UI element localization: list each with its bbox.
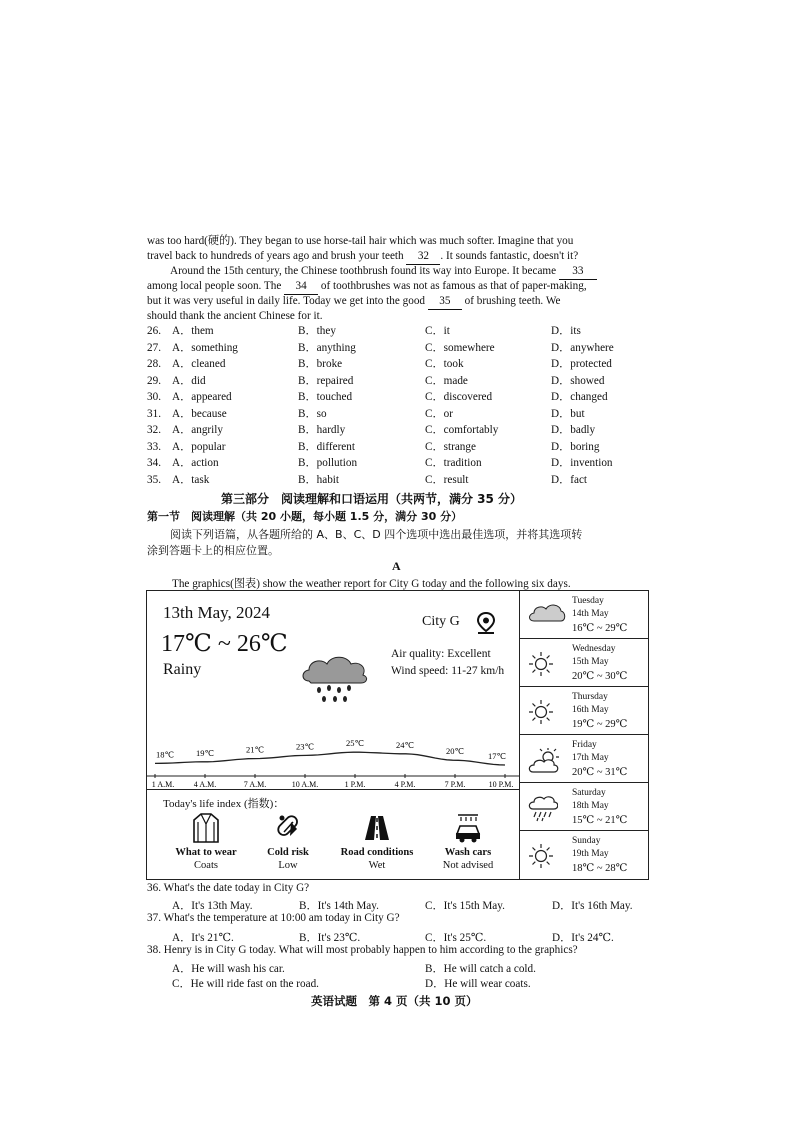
forecast-date: 19th May [572,849,609,859]
cloze-option: D．anywhere [551,341,614,354]
cloze-option: A．cleaned [172,358,226,370]
instruction-line: 涂到答题卡上的相应位置。 [147,544,279,557]
cloze-option: B．repaired [298,374,354,387]
rain-icon [528,795,558,823]
cloze-option: A．them [172,325,214,337]
cloze-option: A．something [172,341,238,354]
forecast-date: 14th May [572,609,609,619]
sun-icon [528,651,554,677]
coat-icon [191,812,221,844]
life-label: Cold risk [267,847,309,858]
cloze-option: D．changed [551,391,608,403]
answer-option: A．It's 21℃. [172,932,234,944]
location-pin-icon [475,611,497,635]
answer-option: D．It's 24℃. [552,932,614,944]
car-wash-icon [453,812,483,844]
forecast-day [520,735,648,783]
cloze-option: D．but [551,407,585,420]
question-stem: 38. Henry is in City G today. What will most probably happen to him according to the graphics? [147,944,578,956]
cloze-option: C．somewhere [425,341,495,354]
answer-option: B．It's 14th May. [299,900,379,912]
passage-letter: A [392,559,401,573]
time-label: 7 P.M. [444,780,466,789]
passage-line: should thank the ancient Chinese for it. [147,310,323,322]
cloze-option: A．task [172,473,210,486]
forecast-day [520,591,648,639]
cloze-option: D．its [551,325,581,337]
life-item-road [337,812,417,871]
forecast-day [520,831,648,878]
forecast-temp: 18℃ ~ 28℃ [572,863,628,874]
cloze-number: 33. [147,440,161,453]
answer-option: D．It's 16th May. [552,900,633,912]
cloze-option: B．broke [298,358,343,370]
forecast-day [520,639,648,687]
forecast-temp: 20℃ ~ 30℃ [572,671,628,682]
cloze-option: A．did [172,374,206,387]
blank-34: 34 [284,279,318,295]
answer-option: C．It's 15th May. [425,900,505,912]
cloze-option: A．appeared [172,391,232,403]
time-label: 4 P.M. [394,780,416,789]
temp-label: 20℃ [445,746,465,757]
cloze-number: 34. [147,457,161,469]
answer-option: D．He will wear coats. [425,978,531,990]
temp-label: 23℃ [295,741,315,752]
cloze-option: A．because [172,407,227,420]
section1-heading: 第一节 阅读理解（共 20 小题，每小题 1.5 分，满分 30 分） [147,510,463,523]
forecast-temp: 19℃ ~ 29℃ [572,719,628,730]
passage-line: but it was very useful in daily life. Today we get into the good 35 of brushing teeth. We [147,294,649,310]
page-footer: 英语试题 第 4 页（共 10 页） [311,994,478,1008]
weather-report [146,590,649,880]
hourly-temperature-chart [147,721,519,789]
cloze-number: 28. [147,358,161,370]
wind-speed: Wind speed: 11-27 km/h [391,665,505,677]
passage-intro: The graphics(图表) show the weather report for City G today and the following six days. [172,578,571,590]
temp-label: 25℃ [345,738,365,749]
time-label: 1 P.M. [344,780,366,789]
cloze-option: D．boring [551,440,600,453]
forecast-weekday: Wednesday [572,644,616,654]
time-label: 4 A.M. [193,780,217,789]
cloze-option: D．badly [551,424,596,436]
passage-line: among local people soon. The 34 of toothbrushes was not as famous as that of paper-making, [147,279,649,295]
life-label: Road conditions [340,847,414,858]
forecast-temp: 20℃ ~ 31℃ [572,767,628,778]
forecast-temp: 15℃ ~ 21℃ [572,815,628,826]
forecast-weekday: Tuesday [572,596,604,606]
temp-label: 19℃ [195,747,215,758]
cloze-option: D．invention [551,457,613,469]
partly-cloudy-icon [528,747,562,775]
cloze-option: D．showed [551,374,605,387]
temp-label: 21℃ [245,744,265,755]
life-label: What to wear [175,847,237,858]
forecast-day [520,783,648,831]
cloze-option: C．comfortably [425,424,499,436]
rain-cloud-icon [299,653,371,705]
cloud-icon [528,603,566,625]
temp-label: 24℃ [395,739,415,750]
answer-option: A．It's 13th May. [172,900,253,912]
passage-line: travel back to hundreds of years ago and brush your teeth 32 . It sounds fantastic, doesn't it? [147,249,649,265]
today-condition: Rainy [163,661,202,678]
question-stem: 37. What's the temperature at 10:00 am today in City G? [147,912,400,924]
forecast-weekday: Saturday [572,788,606,798]
cloze-option: C．strange [425,440,476,453]
cloze-option: C．tradition [425,457,482,469]
question-stem: 36. What's the date today in City G? [147,882,310,894]
forecast-date: 15th May [572,657,609,667]
cloze-option: C．or [425,407,453,420]
time-label: 1 A.M. [151,780,175,789]
answer-option: C．It's 25℃. [425,932,487,944]
cloze-option: B．hardly [298,424,346,436]
cloze-option: A．action [172,457,219,469]
passage-line: was too hard(硬的). They began to use horse-tail hair which was much softer. Imagine that you [147,235,574,247]
blank-35: 35 [428,294,462,310]
life-value: Coats [194,860,218,871]
cloze-number: 30. [147,391,161,403]
cloze-option: A．popular [172,440,226,453]
cloze-number: 29. [147,374,161,387]
cloze-number: 26. [147,325,161,337]
forecast-date: 18th May [572,801,609,811]
instruction-line: 阅读下列语篇，从各题所给的 A、B、C、D 四个选项中选出最佳选项，并将其选项转 [170,528,583,541]
life-item-cold [248,812,328,871]
life-value: Not advised [442,860,494,871]
time-label: 7 A.M. [243,780,267,789]
answer-option: B．It's 23℃. [299,932,361,944]
cloze-number: 32. [147,424,161,436]
cloze-option: B．pollution [298,457,358,469]
today-weather-panel [147,591,520,790]
forecast-weekday: Friday [572,740,597,750]
road-icon [362,812,392,844]
sun-icon [528,843,554,869]
today-temp-range: 17℃ ~ 26℃ [161,631,288,657]
cloze-number: 31. [147,407,161,420]
forecast-date: 17th May [572,753,609,763]
temp-label: 17℃ [487,751,507,761]
blank-32: 32 [406,249,440,265]
forecast-weekday: Sunday [572,836,601,846]
time-label: 10 A.M. [291,780,319,789]
time-label: 10 P.M. [488,780,514,789]
cloze-number: 27. [147,341,161,354]
life-index-title: Today's life index (指数)： [163,798,285,810]
cloze-option: B．touched [298,391,353,403]
blank-33: 33 [559,264,597,280]
part3-heading: 第三部分 阅读理解和口语运用（共两节，满分 35 分） [221,492,523,506]
today-date: 13th May, 2024 [163,603,271,622]
passage-line: Around the 15th century, the Chinese toothbrush found its way into Europe. It became 33 [170,264,672,280]
forecast-weekday: Thursday [572,692,608,702]
forecast-day [520,687,648,735]
cloze-option: B．so [298,407,327,420]
forecast-date: 16th May [572,705,609,715]
temp-label: 18℃ [155,749,175,760]
cloze-number: 35. [147,473,161,486]
answer-option: B．He will catch a cold. [425,963,536,975]
sun-icon [528,699,554,725]
air-quality: Air quality: Excellent [391,648,491,660]
cloze-option: A．angrily [172,424,223,436]
cloze-option: B．habit [298,473,340,486]
life-index-panel [147,790,520,879]
cloze-option: C．it [425,325,450,337]
answer-option: A．He will wash his car. [172,963,285,975]
cloze-option: B．anything [298,341,356,354]
cloze-option: C．discovered [425,391,493,403]
cloze-option: C．made [425,374,468,387]
cloze-option: C．took [425,358,464,370]
cloze-option: B．different [298,440,355,453]
life-item-wash [428,812,508,871]
cloze-option: D．protected [551,358,612,370]
life-label: Wash cars [444,847,492,858]
cloze-option: B．they [298,325,336,337]
life-item-wear [166,812,246,871]
cloze-option: C．result [425,473,469,486]
life-value: Wet [368,860,386,871]
city-name: City G [422,614,460,629]
cloze-option: D．fact [551,473,588,486]
forecast-temp: 16℃ ~ 29℃ [572,623,628,634]
forecast-panel [520,591,648,879]
life-value: Low [278,860,298,871]
answer-option: C．He will ride fast on the road. [172,978,319,990]
pill-icon [273,812,303,844]
